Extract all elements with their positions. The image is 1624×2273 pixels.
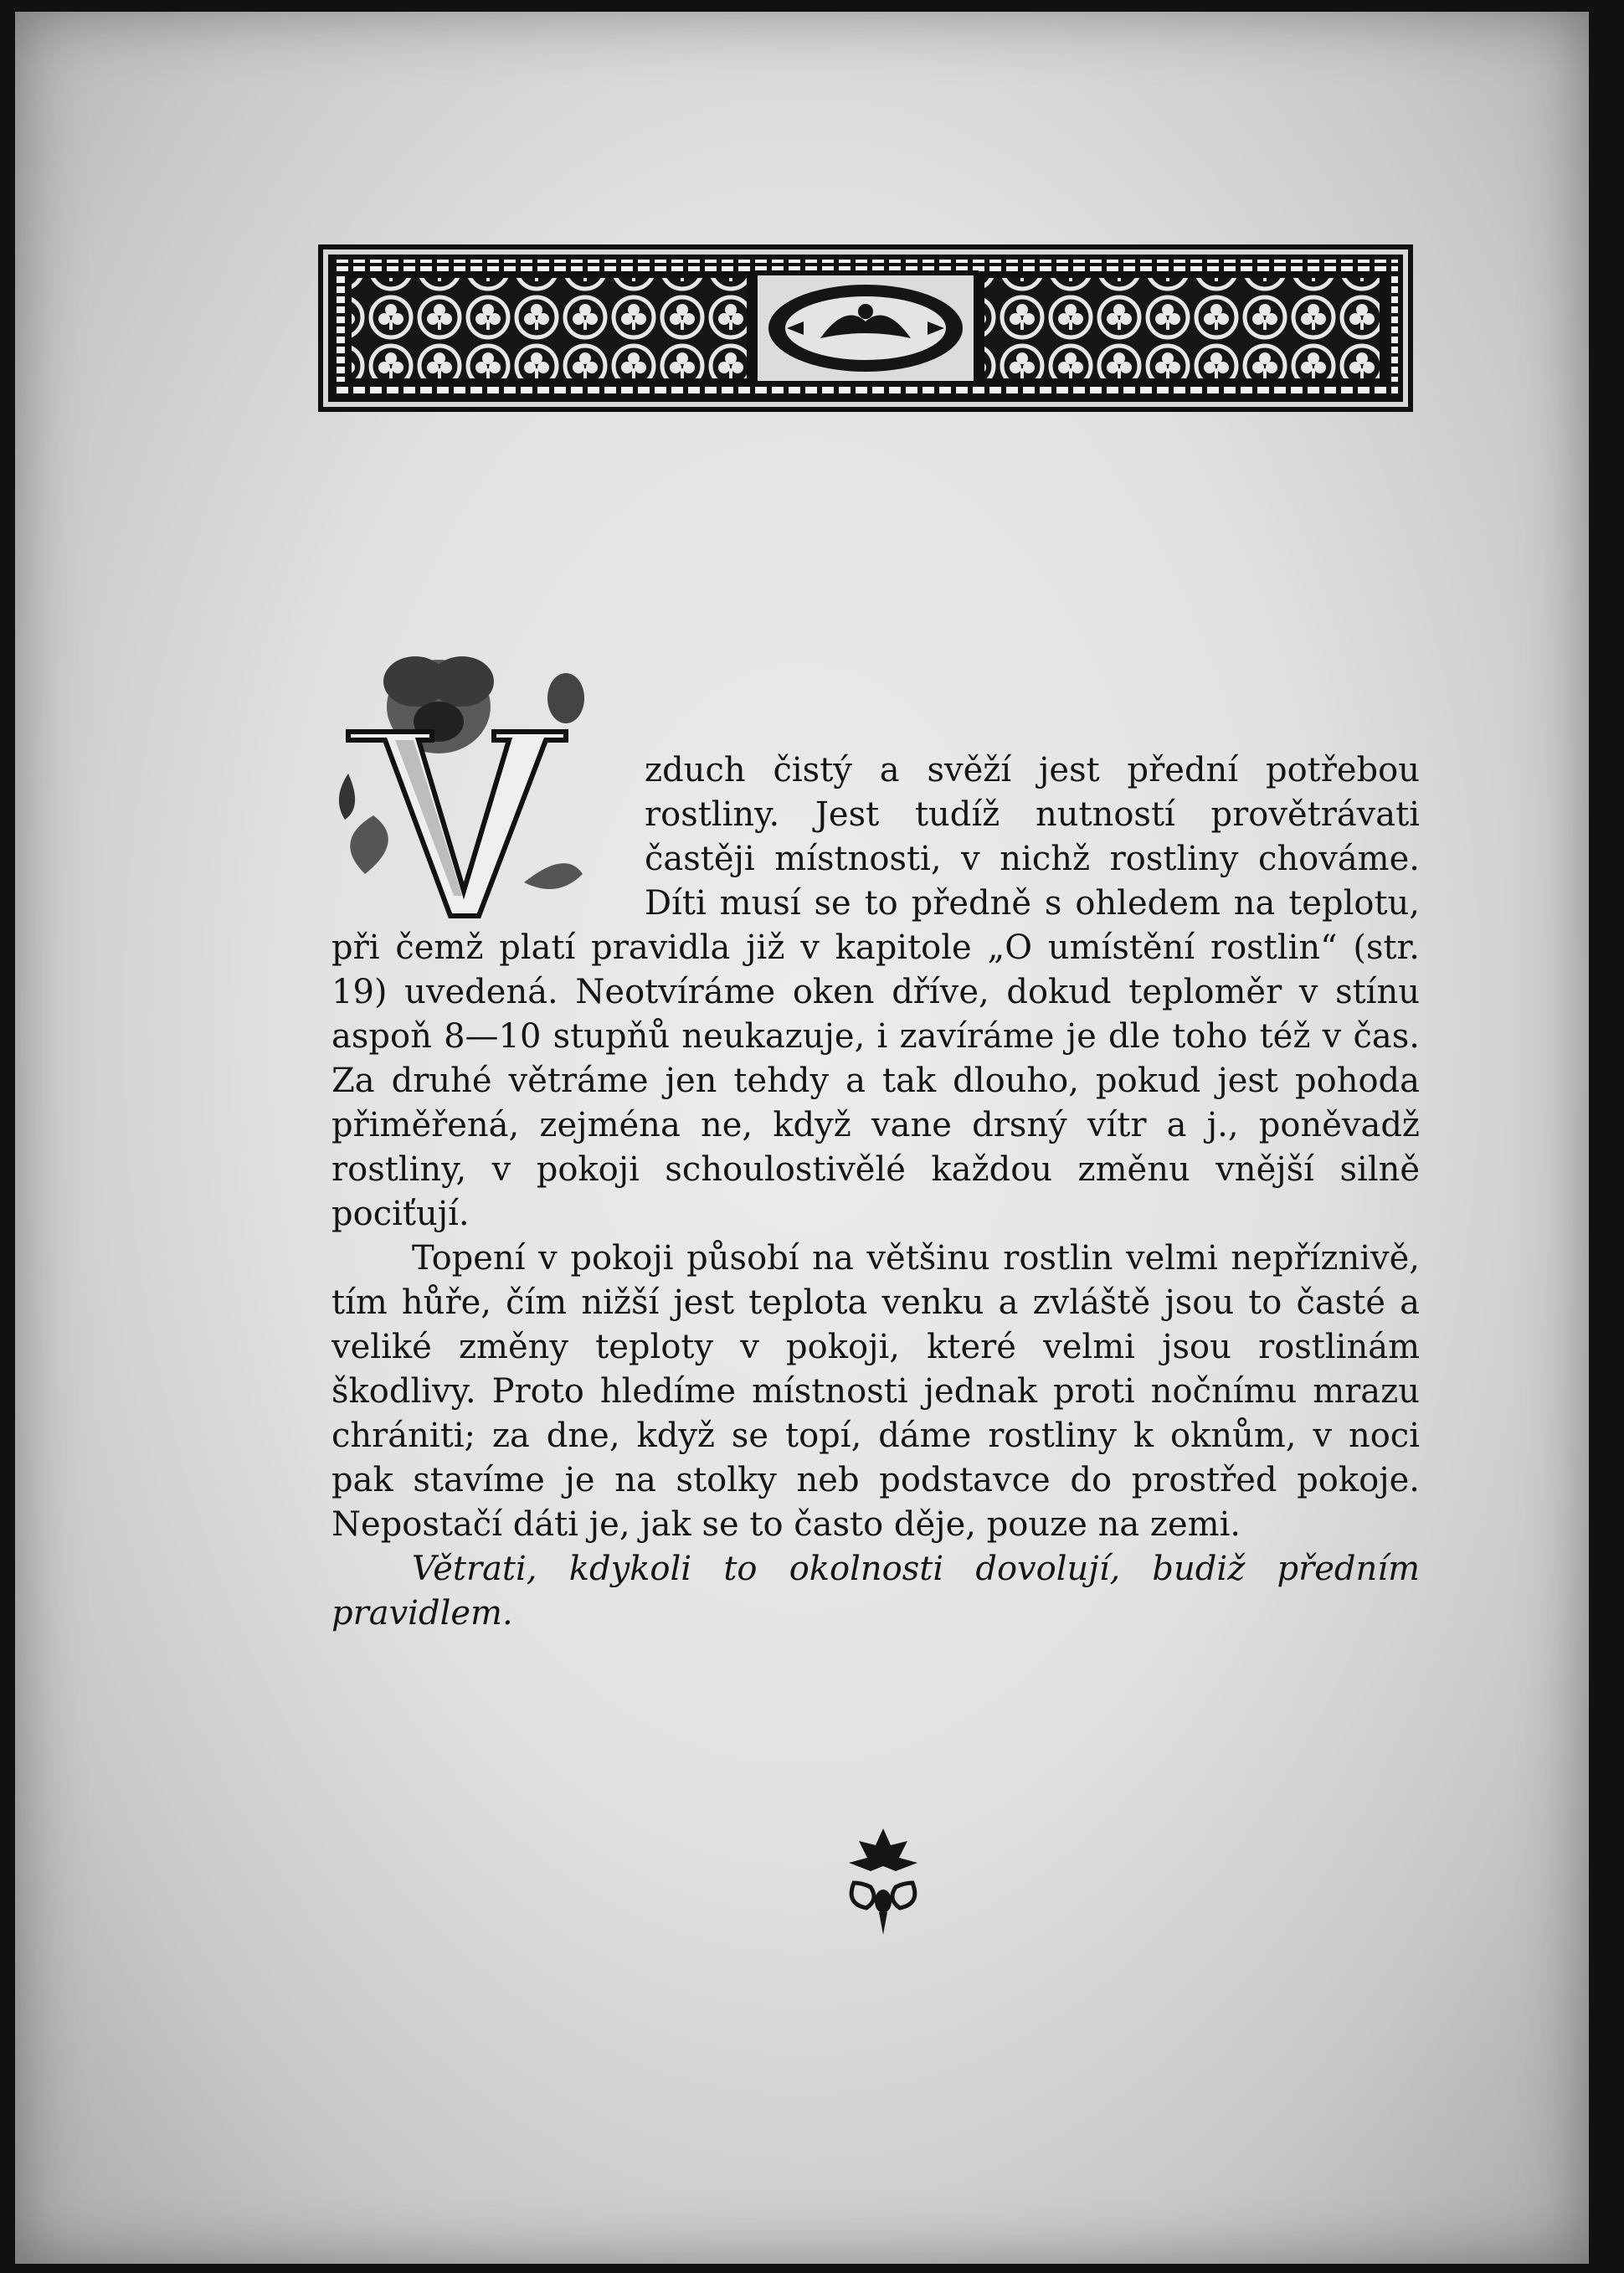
body-text bbox=[331, 748, 1420, 1636]
book-page bbox=[15, 12, 1589, 2264]
floral-tailpiece-icon bbox=[837, 1824, 929, 1937]
paragraph-3: Větrati, kdykoli to okolnosti dovolují, budiž předním pravidlem. bbox=[331, 1550, 1420, 1633]
ornamental-headband-icon bbox=[318, 244, 1413, 412]
paragraph-1 bbox=[331, 748, 1420, 1237]
paragraph-2: Topení v pokoji působí na většinu rostlin velmi nepříznivě, tím hůře, čím nižší jest teplota venku a zvláště jsou to časté a veliké změny teploty v pokoji, které velmi jsou rostlinám škodlivy. Proto hledíme místnosti jednak proti nočnímu mrazu chrániti; za dne, když se topí, dáme rostliny k oknům, v noci pak stavíme je na stolky neb podstavce do prostřed pokoje. Nepostačí dáti je, jak se to často děje, pouze na zemi. bbox=[331, 1239, 1420, 1544]
pansy-flower-dropcap-icon bbox=[315, 648, 633, 924]
paragraph-1-text: zduch čistý a svěží jest přední potřebou rostliny. Jest tudíž nutností provětrávati častěji místnosti, v nichž rostliny chováme. Díti musí se to předně s ohledem na teplotu, při čemž platí pravidla již v kapitole „O umístění rostlin“ (str. 19) uvedená. Neotvíráme oken dříve, dokud teploměr v stínu aspoň 8—10 stupňů neukazuje, i zavíráme je dle toho též v čas. Za druhé větráme jen tehdy a tak dlouho, pokud jest pohoda přiměřená, zejména ne, když vane drsný vítr a j., poněvadž rostliny, v pokoji schoulostivělé každou změnu vnější silně pociťují. bbox=[331, 751, 1420, 1233]
